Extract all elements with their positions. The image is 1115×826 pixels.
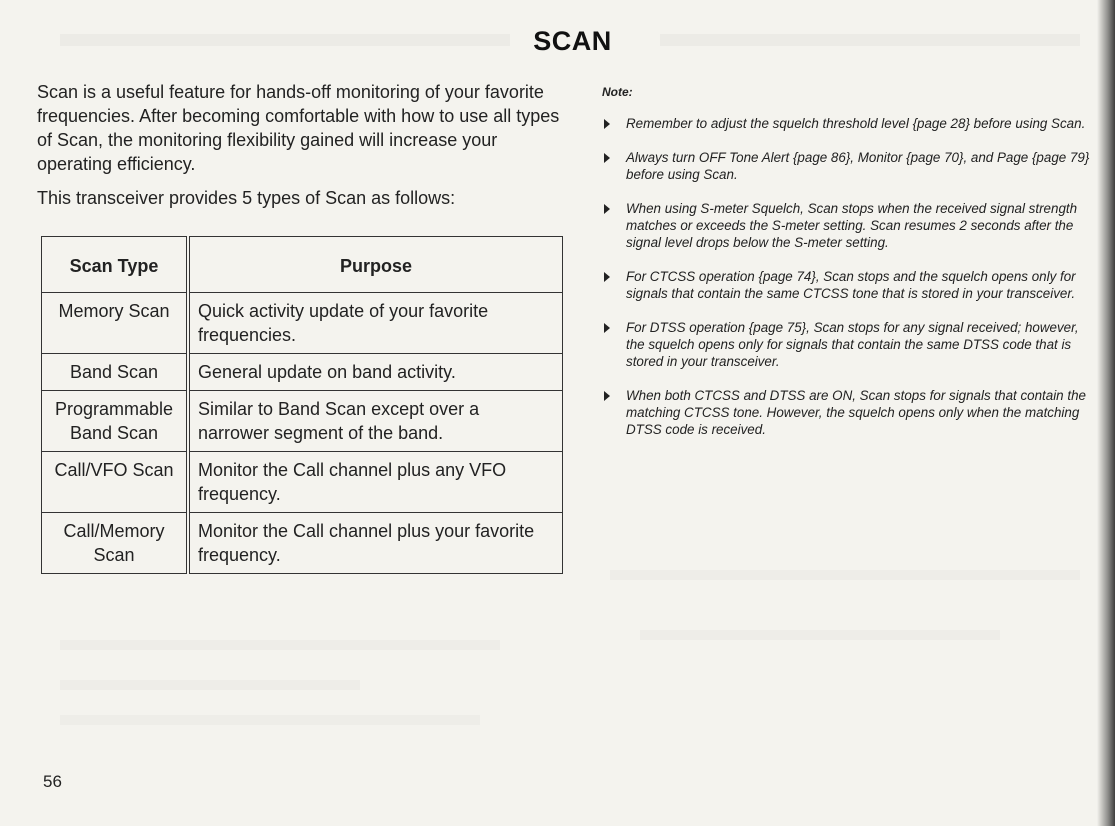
intro-paragraph: Scan is a useful feature for hands-off monitoring of your favorite frequencies. After becoming comfortable with how to use all types of Scan, the monitoring flexibility gained will increase your operating efficiency. [37,82,560,174]
bleed-through-texture [610,570,1080,580]
table-header-row [42,237,563,293]
bleed-through-texture [60,715,480,725]
triangle-bullet-icon [604,153,610,163]
scan-types-table [41,236,563,574]
note-item [604,149,1100,183]
table-row [42,391,563,452]
note-item [604,268,1100,302]
bleed-through-texture [60,640,500,650]
purpose-cell: Quick activity update of your favorite frequencies. [188,293,563,354]
note-text: When both CTCSS and DTSS are ON, Scan stops for signals that contain the matching CTCSS tone. However, the squelch opens only when the matching DTSS code is received. [626,388,1086,437]
note-text: When using S-meter Squelch, Scan stops when the received signal strength matches or exceeds the S-meter setting. Scan resumes 2 seconds after the signal level drops below the S-meter setting. [626,201,1078,250]
scan-type-cell: Call/Memory Scan [42,513,189,574]
column-header-scan-type: Scan Type [42,237,189,293]
triangle-bullet-icon [604,272,610,282]
note-text: Remember to adjust the squelch threshold level {page 28} before using Scan. [626,116,1086,131]
note-label: Note: [602,85,633,99]
note-text: For DTSS operation {page 75}, Scan stops for any signal received; however, the squelch opens only for signals that contain the same DTSS code that is stored in your transceiver. [626,320,1079,369]
table-row [42,452,563,513]
scan-type-cell: Memory Scan [42,293,189,354]
page-title: SCAN [533,26,612,56]
table-row [42,513,563,574]
scan-type-cell: Programmable Band Scan [42,391,189,452]
purpose-cell: General update on band activity. [188,354,563,391]
bleed-through-texture [60,680,360,690]
scan-type-cell: Call/VFO Scan [42,452,189,513]
table-row [42,354,563,391]
scan-type-cell: Band Scan [42,354,189,391]
intro-text [37,80,567,220]
note-item [604,115,1100,132]
note-text: For CTCSS operation {page 74}, Scan stops and the squelch opens only for signals that contain the same CTCSS tone that is stored in your transceiver. [626,269,1076,301]
bleed-through-texture [640,630,1000,640]
triangle-bullet-icon [604,204,610,214]
note-item [604,200,1100,251]
triangle-bullet-icon [604,391,610,401]
purpose-cell: Similar to Band Scan except over a narrower segment of the band. [188,391,563,452]
purpose-cell: Monitor the Call channel plus any VFO frequency. [188,452,563,513]
triangle-bullet-icon [604,323,610,333]
note-item [604,319,1100,370]
note-text: Always turn OFF Tone Alert {page 86}, Monitor {page 70}, and Page {page 79} before using Scan. [626,150,1090,182]
purpose-cell: Monitor the Call channel plus your favorite frequency. [188,513,563,574]
intro-paragraph: This transceiver provides 5 types of Scan as follows: [37,188,456,208]
column-header-purpose: Purpose [188,237,563,293]
table-row [42,293,563,354]
triangle-bullet-icon [604,119,610,129]
notes-list [604,115,1100,455]
note-item [604,387,1100,438]
page-number: 56 [43,772,62,791]
